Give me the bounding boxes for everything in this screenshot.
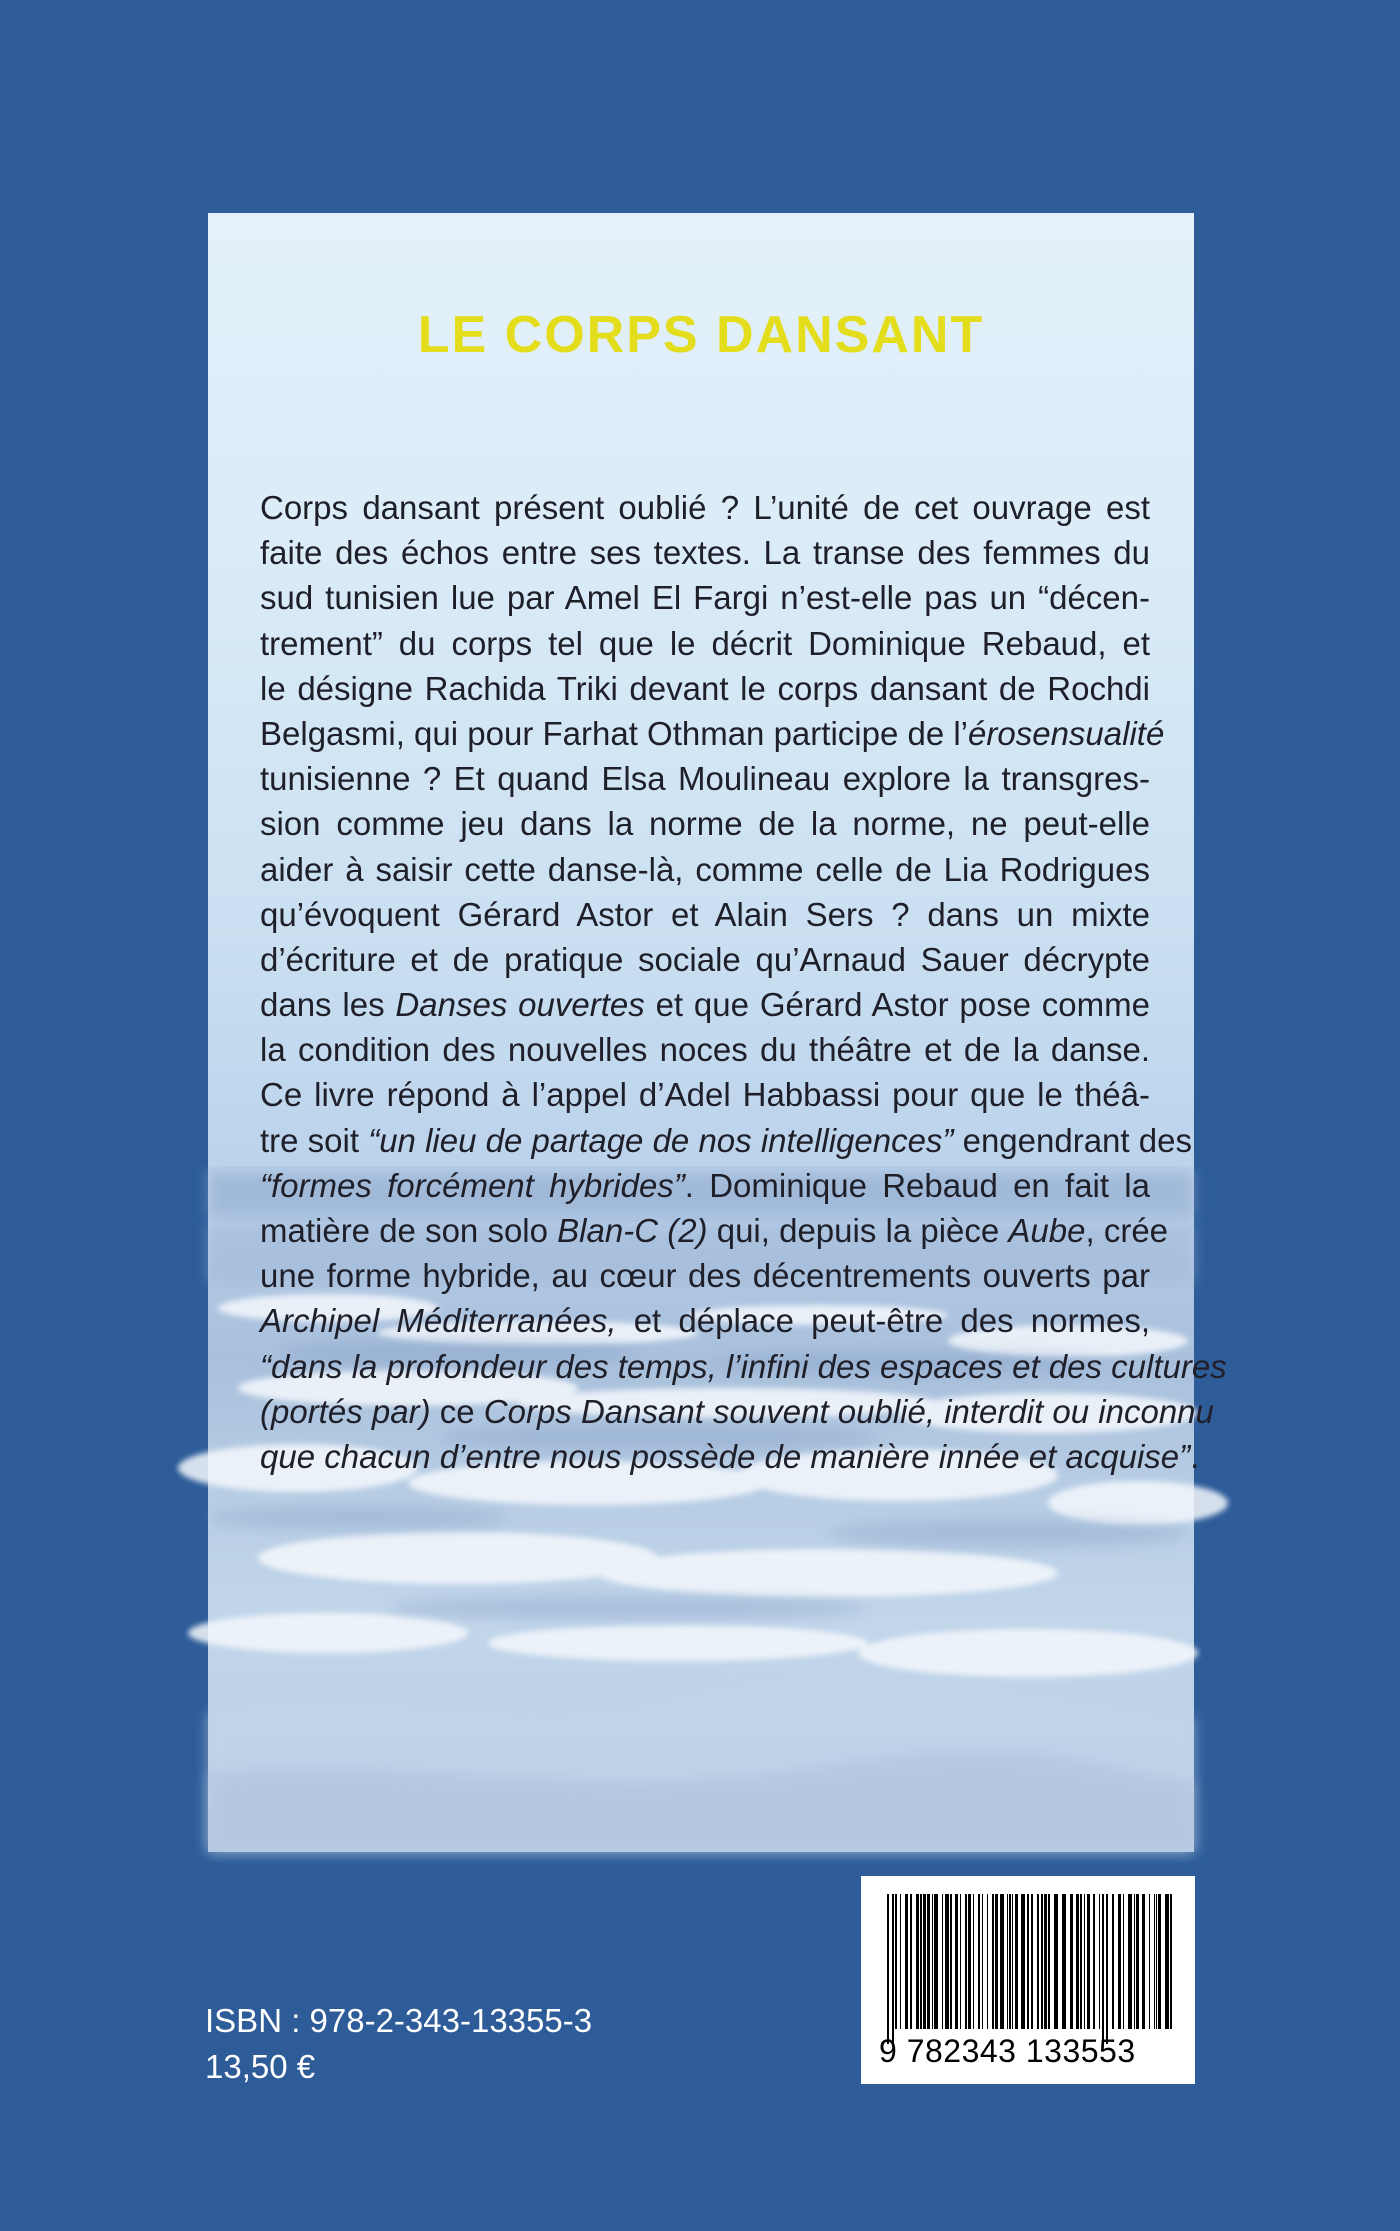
text-segment: trement” du corps tel que le décrit Dominique Rebaud, et: [260, 624, 1150, 662]
barcode-bar: [1170, 1894, 1172, 2029]
text-segment: d’écriture et de pratique sociale qu’Arnaud Sauer décrypte: [260, 940, 1150, 978]
barcode-bar: [892, 1894, 894, 2044]
barcode-bar: [992, 1894, 994, 2029]
text-segment: Corps dansant présent oublié ? L’unité de cet ouvrage est: [260, 489, 1150, 526]
barcode-bar: [1128, 1894, 1132, 2029]
barcode-bar: [1009, 1894, 1011, 2029]
description-line: [260, 1072, 1150, 1117]
text-segment: la condition des nouvelles noces du théâtre et de la danse.: [260, 1031, 1150, 1069]
barcode-bar: [1149, 1894, 1150, 2029]
barcode-bar: [1031, 1894, 1033, 2029]
barcode-bar: [1136, 1894, 1139, 2029]
barcode-bar: [1102, 1894, 1104, 2044]
barcode-bar: [905, 1894, 908, 2029]
barcode-bar: [1087, 1894, 1090, 2029]
price-label: 13,50 €: [205, 2048, 316, 2085]
barcode-bar: [1070, 1894, 1073, 2029]
text-segment: dans les: [260, 986, 396, 1024]
italic-text: Corps Dansant souvent oublié, interdit ou inconnu: [483, 1392, 1214, 1430]
description-line: [260, 1298, 1150, 1343]
description-line: [260, 485, 1150, 530]
barcode-bar: [955, 1894, 958, 2029]
description-line: [260, 1208, 1169, 1253]
book-title: LE CORPS DANSANT: [417, 306, 985, 364]
italic-text: Aube: [1008, 1212, 1086, 1249]
description-line: [260, 982, 1150, 1027]
barcode-bar: [945, 1894, 949, 2029]
description-line: [260, 621, 1150, 666]
description-line: [260, 1434, 1200, 1479]
barcode-bar: [1165, 1894, 1169, 2029]
text-segment: .: [1190, 1437, 1200, 1475]
description-line: [260, 711, 1165, 756]
barcode-bar: [1123, 1894, 1124, 2029]
barcode-bar: [910, 1894, 912, 2029]
barcode-bar: [1021, 1894, 1025, 2029]
barcode-bar: [1037, 1894, 1039, 2029]
barcode: [861, 1876, 1195, 2084]
italic-text: “formes forcément hybrides”: [260, 1166, 685, 1204]
barcode-bar: [973, 1894, 974, 2029]
barcode-bar: [1112, 1894, 1114, 2029]
barcode-bar: [987, 1894, 988, 2029]
barcode-bar: [916, 1894, 919, 2029]
barcode-bar: [920, 1894, 922, 2029]
barcode-bar: [1007, 1894, 1008, 2029]
barcode-bar: [1156, 1894, 1157, 2029]
italic-text: Archipel Méditerranées,: [260, 1302, 617, 1340]
barcode-bar: [923, 1894, 926, 2029]
barcode-bar: [1015, 1894, 1018, 2029]
text-segment: une forme hybride, au cœur des décentrements ouverts par: [260, 1257, 1150, 1295]
barcode-bar: [995, 1894, 998, 2029]
description-line: [260, 937, 1150, 982]
barcode-bar: [968, 1894, 971, 2029]
italic-text: Blan-C (2): [557, 1212, 708, 1249]
barcode-bar: [1093, 1894, 1095, 2029]
text-segment: et déplace peut-être des normes,: [616, 1302, 1151, 1340]
description-line: [260, 666, 1150, 711]
barcode-bar: [1106, 1894, 1108, 2044]
barcode-bar: [1142, 1894, 1145, 2029]
text-segment: , crée: [1085, 1212, 1169, 1249]
text-segment: qui, depuis la pièce: [707, 1212, 1009, 1249]
barcode-bar: [1080, 1894, 1082, 2029]
barcode-bar: [927, 1894, 930, 2029]
description-line: [260, 1253, 1150, 1298]
text-segment: engendrant des: [953, 1121, 1192, 1159]
barcode-bar: [934, 1894, 938, 2029]
description-line: [260, 847, 1150, 892]
barcode-bar: [1099, 1894, 1100, 2029]
description-line: [260, 1027, 1150, 1072]
barcode-bar: [1062, 1894, 1066, 2029]
barcode-bar: [965, 1894, 967, 2029]
description-line: [260, 801, 1150, 846]
description-line: [260, 1344, 1227, 1389]
description-line: [260, 530, 1150, 575]
text-segment: Ce livre répond à l’appel d’Adel Habbassi pour que le théâ-: [260, 1076, 1150, 1114]
text-segment: le désigne Rachida Triki devant le corps dansant de Rochdi: [260, 669, 1150, 707]
barcode-bar: [1158, 1894, 1161, 2029]
barcode-bar: [942, 1894, 943, 2029]
barcode-digits: 9 782343 133553: [879, 2033, 1136, 2069]
book-description: [260, 485, 1227, 1479]
barcode-bar: [1048, 1894, 1050, 2029]
barcode-bar: [1027, 1894, 1029, 2029]
text-segment: Belgasmi, qui pour Farhat Othman participe de l’: [260, 714, 969, 752]
barcode-bar: [1118, 1894, 1121, 2029]
barcode-bar: [1084, 1894, 1085, 2029]
barcode-bar: [1154, 1894, 1155, 2029]
description-line: [260, 756, 1150, 801]
text-segment: tunisienne ? Et quand Elsa Moulineau explore la transgres-: [260, 760, 1150, 798]
italic-text: “un lieu de partage de nos intelligences”: [368, 1121, 954, 1159]
text-segment: tre soit: [260, 1121, 369, 1159]
description-line: [260, 575, 1150, 620]
text-segment: sion comme jeu dans la norme de la norme, ne peut-elle: [260, 805, 1150, 843]
italic-text: (portés par): [260, 1392, 431, 1430]
text-segment: matière de son solo: [260, 1212, 558, 1249]
barcode-bar: [1044, 1894, 1047, 2029]
barcode-bar: [1076, 1894, 1079, 2029]
italic-text: érosensualité: [968, 714, 1165, 752]
description-line: [260, 1389, 1214, 1434]
description-line: [260, 892, 1150, 937]
barcode-bar: [1012, 1894, 1013, 2029]
barcode-bar: [900, 1894, 901, 2029]
barcode-bar: [932, 1894, 933, 2029]
text-segment: faite des échos entre ses textes. La transe des femmes du: [260, 534, 1150, 572]
text-segment: et que Gérard Astor pose comme: [644, 986, 1150, 1024]
barcode-bar: [1041, 1894, 1043, 2029]
barcode-bar: [1054, 1894, 1058, 2029]
barcode-bar: [978, 1894, 980, 2029]
description-line: [260, 1118, 1192, 1163]
barcode-bar: [895, 1894, 897, 2029]
isbn-label: ISBN : 978-2-343-13355-3: [205, 2002, 593, 2039]
barcode-bar: [1000, 1894, 1004, 2029]
cover-text-panel: [208, 213, 1227, 1852]
barcode-bar: [887, 1894, 889, 2044]
italic-text: Danses ouvertes: [395, 986, 645, 1024]
barcode-bar: [1134, 1894, 1135, 2029]
barcode-bar: [950, 1894, 952, 2029]
italic-text: que chacun d’entre nous possède de manière innée et acquise”: [260, 1437, 1191, 1475]
text-segment: sud tunisien lue par Amel El Fargi n’est-elle pas un “décen-: [260, 579, 1150, 617]
text-segment: ce: [430, 1392, 484, 1430]
description-line: [260, 1163, 1150, 1208]
text-segment: . Dominique Rebaud en fait la: [684, 1166, 1150, 1204]
italic-text: “dans la profondeur des temps, l’infini des espaces et des cultures: [260, 1347, 1227, 1385]
barcode-bar: [960, 1894, 961, 2029]
text-segment: aider à saisir cette danse-là, comme celle de Lia Rodrigues: [260, 850, 1150, 888]
text-segment: qu’évoquent Gérard Astor et Alain Sers ? dans un mixte: [260, 895, 1150, 933]
barcode-bar: [982, 1894, 983, 2029]
